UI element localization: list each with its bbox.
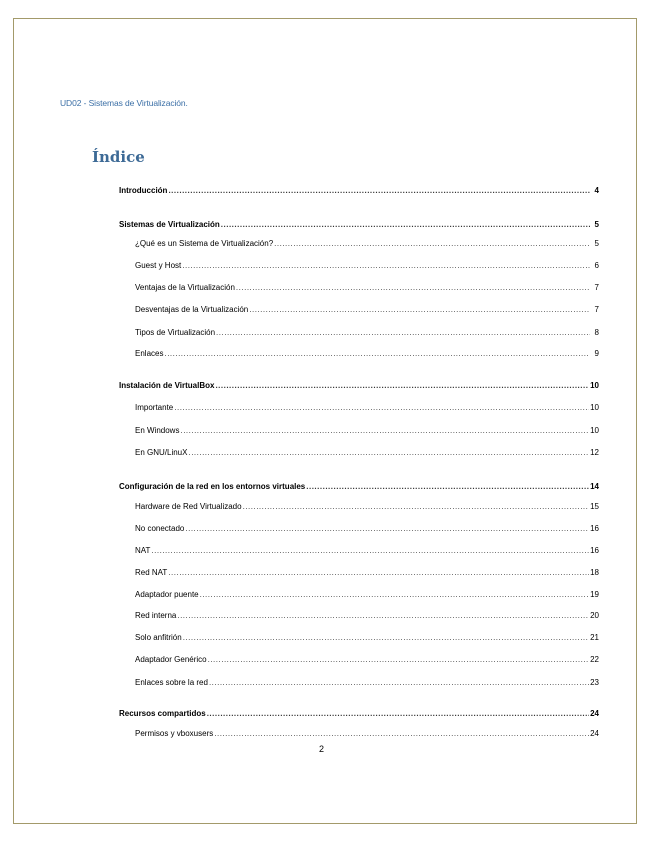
toc-entry-page: 8 [594,328,599,337]
toc-entry[interactable] [119,546,599,556]
toc-entry-page: 10 [590,381,599,390]
toc-leader-dots [221,220,590,230]
toc-leader-dots [188,448,589,458]
toc-entry[interactable] [119,524,599,534]
toc-entry[interactable] [119,655,599,665]
toc-entry-label: Desventajas de la Virtualización [135,305,249,314]
toc-entry-label: Adaptador Genérico [135,655,207,664]
toc-leader-dots [182,261,590,271]
toc-leader-dots [236,283,590,293]
toc-entry[interactable] [119,381,599,391]
toc-leader-dots [180,426,589,436]
toc-entry-page: 22 [590,655,599,664]
toc-entry-label: Sistemas de Virtualización [119,220,220,229]
toc-entry-page: 16 [590,524,599,533]
toc-entry-page: 23 [590,678,599,687]
toc-entry[interactable] [119,502,599,512]
toc-entry-page: 5 [594,220,599,229]
toc-title: Índice [92,148,145,166]
toc-entry-label: Importante [135,403,174,412]
toc-entry-label: Introducción [119,186,168,195]
toc-entry-page: 4 [594,186,599,195]
toc-leader-dots [177,611,589,621]
toc-entry-page: 7 [594,305,599,314]
toc-entry-page: 24 [590,729,599,738]
toc-entry-page: 10 [590,403,599,412]
toc-entry[interactable] [119,328,599,338]
toc-entry[interactable] [119,426,599,436]
toc-leader-dots [207,709,589,719]
toc-entry[interactable] [119,568,599,578]
toc-entry-label: Permisos y vboxusers [135,729,214,738]
toc-entry[interactable] [119,239,599,249]
toc-entry-label: Red interna [135,611,177,620]
toc-leader-dots [216,328,590,338]
toc-leader-dots [208,655,589,665]
toc-entry-page: 16 [590,546,599,555]
toc-entry-page: 21 [590,633,599,642]
toc-entry[interactable] [119,482,599,492]
toc-entry[interactable] [119,220,599,230]
toc-entry[interactable] [119,403,599,413]
toc-entry-page: 15 [590,502,599,511]
toc-entry-page: 12 [590,448,599,457]
toc-entry[interactable] [119,186,599,196]
toc-entry-label: Tipos de Virtualización [135,328,216,337]
toc-leader-dots [168,568,589,578]
toc-entry-page: 9 [594,349,599,358]
toc-entry-page: 20 [590,611,599,620]
toc-leader-dots [185,524,589,534]
toc-leader-dots [168,186,590,196]
toc-entry-label: Recursos compartidos [119,709,206,718]
toc-entry-label: Red NAT [135,568,168,577]
toc-entry-page: 7 [594,283,599,292]
running-header: UD02 - Sistemas de Virtualización. [60,98,188,108]
toc-entry-label: NAT [135,546,151,555]
toc-entry-label: Hardware de Red Virtualizado [135,502,242,511]
toc-entry[interactable] [119,261,599,271]
toc-entry-label: En Windows [135,426,180,435]
toc-leader-dots [243,502,590,512]
toc-entry[interactable] [119,729,599,739]
toc-entry-label: Guest y Host [135,261,182,270]
toc-leader-dots [214,729,589,739]
toc-leader-dots [200,590,589,600]
toc-leader-dots [183,633,589,643]
toc-entry-label: Configuración de la red en los entornos virtuales [119,482,306,491]
toc-entry[interactable] [119,349,599,359]
toc-leader-dots [306,482,589,492]
toc-entry[interactable] [119,633,599,643]
toc-entry-page: 19 [590,590,599,599]
toc-entry[interactable] [119,448,599,458]
toc-entry-label: Ventajas de la Virtualización [135,283,235,292]
toc-entry-label: Instalación de VirtualBox [119,381,215,390]
toc-entry-label: En GNU/LinuX [135,448,188,457]
toc-entry[interactable] [119,283,599,293]
toc-entry-label: Enlaces [135,349,164,358]
toc-entry-label: Enlaces sobre la red [135,678,208,687]
toc-entry-label: ¿Qué es un Sistema de Virtualización? [135,239,274,248]
page-number: 2 [319,744,325,754]
toc-entry-label: Solo anfitrión [135,633,182,642]
toc-leader-dots [215,381,589,391]
toc-leader-dots [209,678,589,688]
toc-entry[interactable] [119,678,599,688]
toc-entry[interactable] [119,590,599,600]
page-border [13,18,637,824]
toc-entry-page: 6 [594,261,599,270]
toc-entry-page: 18 [590,568,599,577]
toc-entry[interactable] [119,305,599,315]
toc-entry[interactable] [119,709,599,719]
toc-leader-dots [164,349,590,359]
toc-entry-label: No conectado [135,524,185,533]
toc-entry-label: Adaptador puente [135,590,199,599]
toc-entry-page: 5 [594,239,599,248]
toc-entry-page: 14 [590,482,599,491]
toc-leader-dots [174,403,589,413]
toc-entry-page: 10 [590,426,599,435]
toc-leader-dots [151,546,589,556]
toc-leader-dots [274,239,590,249]
toc-entry[interactable] [119,611,599,621]
toc-entry-page: 24 [590,709,599,718]
toc-leader-dots [249,305,590,315]
